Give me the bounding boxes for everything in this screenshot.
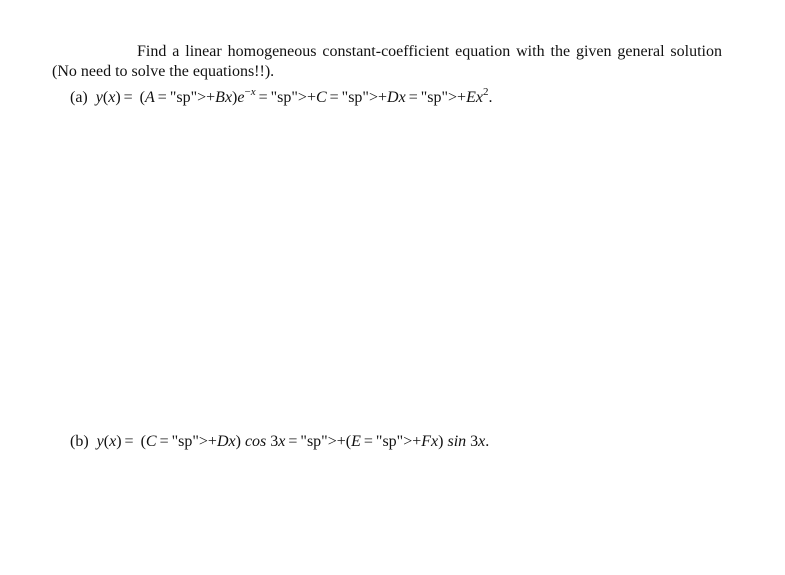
- problem-b-lhs: y(x) =: [96, 433, 134, 450]
- problem-a-label: (a): [70, 89, 88, 106]
- instructions-paragraph: Find a linear homogeneous constant-coefficient equation with the given general solution (No need to solve the equations!!).: [52, 43, 722, 80]
- problem-b: [70, 432, 489, 452]
- problem-a-rhs: $(A = "sp">+Bx)e^{-x}$ = "sp">+C = "sp">+Dx = "$sp">+Ex^2$.: [139, 85, 493, 106]
- problem-a-equation: [95, 85, 493, 106]
- problem-b-label: (b): [70, 433, 89, 450]
- problem-b-rhs: (C = "sp">+Dx) cos 3x = "sp">+(E = "sp">+Fx) sin 3x.: [140, 433, 490, 450]
- problem-b-equation: [97, 433, 490, 450]
- problem-a-lhs: y(x) =: [95, 89, 133, 106]
- problem-a: [70, 85, 493, 108]
